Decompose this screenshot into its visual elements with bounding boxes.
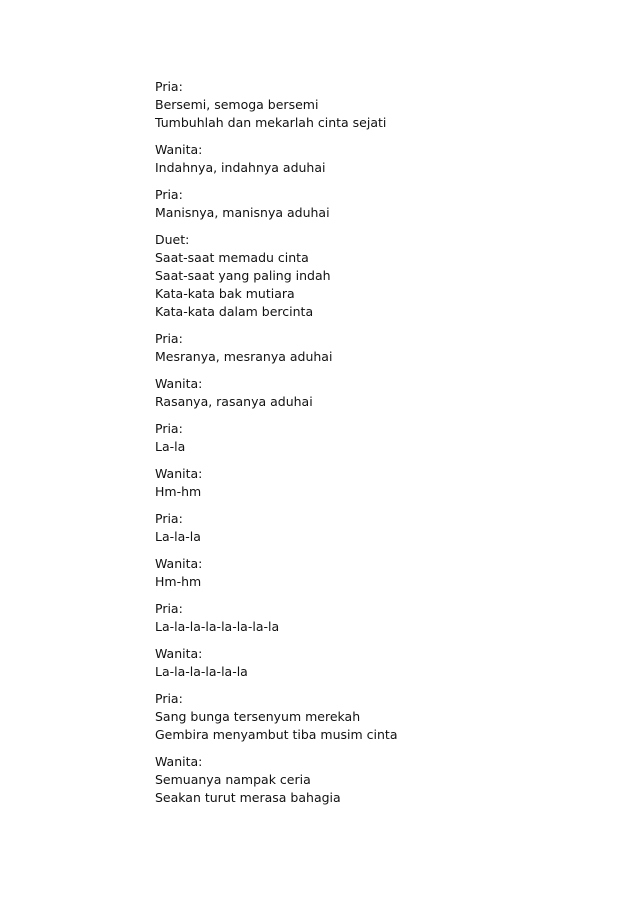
lyric-line: Hm-hm: [155, 484, 202, 499]
speaker-label: Duet:: [155, 232, 190, 247]
stanza: [155, 465, 595, 501]
lyric-line: La-la-la: [155, 529, 201, 544]
lyric-line: Saat-saat memadu cinta: [155, 250, 309, 265]
speaker-label: Pria:: [155, 421, 183, 436]
stanza: [155, 690, 595, 744]
stanza: [155, 186, 595, 222]
lyric-line: Tumbuhlah dan mekarlah cinta sejati: [155, 115, 387, 130]
lyric-line: Hm-hm: [155, 574, 202, 589]
lyric-line: Sang bunga tersenyum merekah: [155, 709, 361, 724]
stanza: [155, 231, 595, 321]
lyric-line: Rasanya, rasanya aduhai: [155, 394, 313, 409]
speaker-label: Pria:: [155, 79, 183, 94]
speaker-label: Pria:: [155, 331, 183, 346]
stanza: [155, 330, 595, 366]
speaker-label: Wanita:: [155, 466, 203, 481]
lyrics-body: [155, 78, 595, 816]
lyric-line: Seakan turut merasa bahagia: [155, 790, 341, 805]
stanza: [155, 141, 595, 177]
speaker-label: Wanita:: [155, 646, 203, 661]
speaker-label: Pria:: [155, 187, 183, 202]
speaker-label: Pria:: [155, 691, 183, 706]
stanza: [155, 78, 595, 132]
speaker-label: Pria:: [155, 601, 183, 616]
speaker-label: Wanita:: [155, 754, 203, 769]
speaker-label: Wanita:: [155, 142, 203, 157]
stanza: [155, 510, 595, 546]
lyric-line: Saat-saat yang paling indah: [155, 268, 331, 283]
speaker-label: Wanita:: [155, 376, 203, 391]
speaker-label: Pria:: [155, 511, 183, 526]
stanza: [155, 600, 595, 636]
stanza: [155, 753, 595, 807]
lyric-line: Semuanya nampak ceria: [155, 772, 311, 787]
lyric-line: La-la-la-la-la-la: [155, 664, 248, 679]
speaker-label: Wanita:: [155, 556, 203, 571]
stanza: [155, 420, 595, 456]
stanza: [155, 375, 595, 411]
lyric-line: Kata-kata bak mutiara: [155, 286, 295, 301]
lyric-line: Kata-kata dalam bercinta: [155, 304, 314, 319]
lyric-line: La-la: [155, 439, 186, 454]
stanza: [155, 555, 595, 591]
lyric-line: Mesranya, mesranya aduhai: [155, 349, 333, 364]
lyric-line: La-la-la-la-la-la-la-la: [155, 619, 280, 634]
lyric-line: Manisnya, manisnya aduhai: [155, 205, 330, 220]
lyric-line: Bersemi, semoga bersemi: [155, 97, 319, 112]
lyric-line: Indahnya, indahnya aduhai: [155, 160, 326, 175]
lyric-line: Gembira menyambut tiba musim cinta: [155, 727, 398, 742]
stanza: [155, 645, 595, 681]
